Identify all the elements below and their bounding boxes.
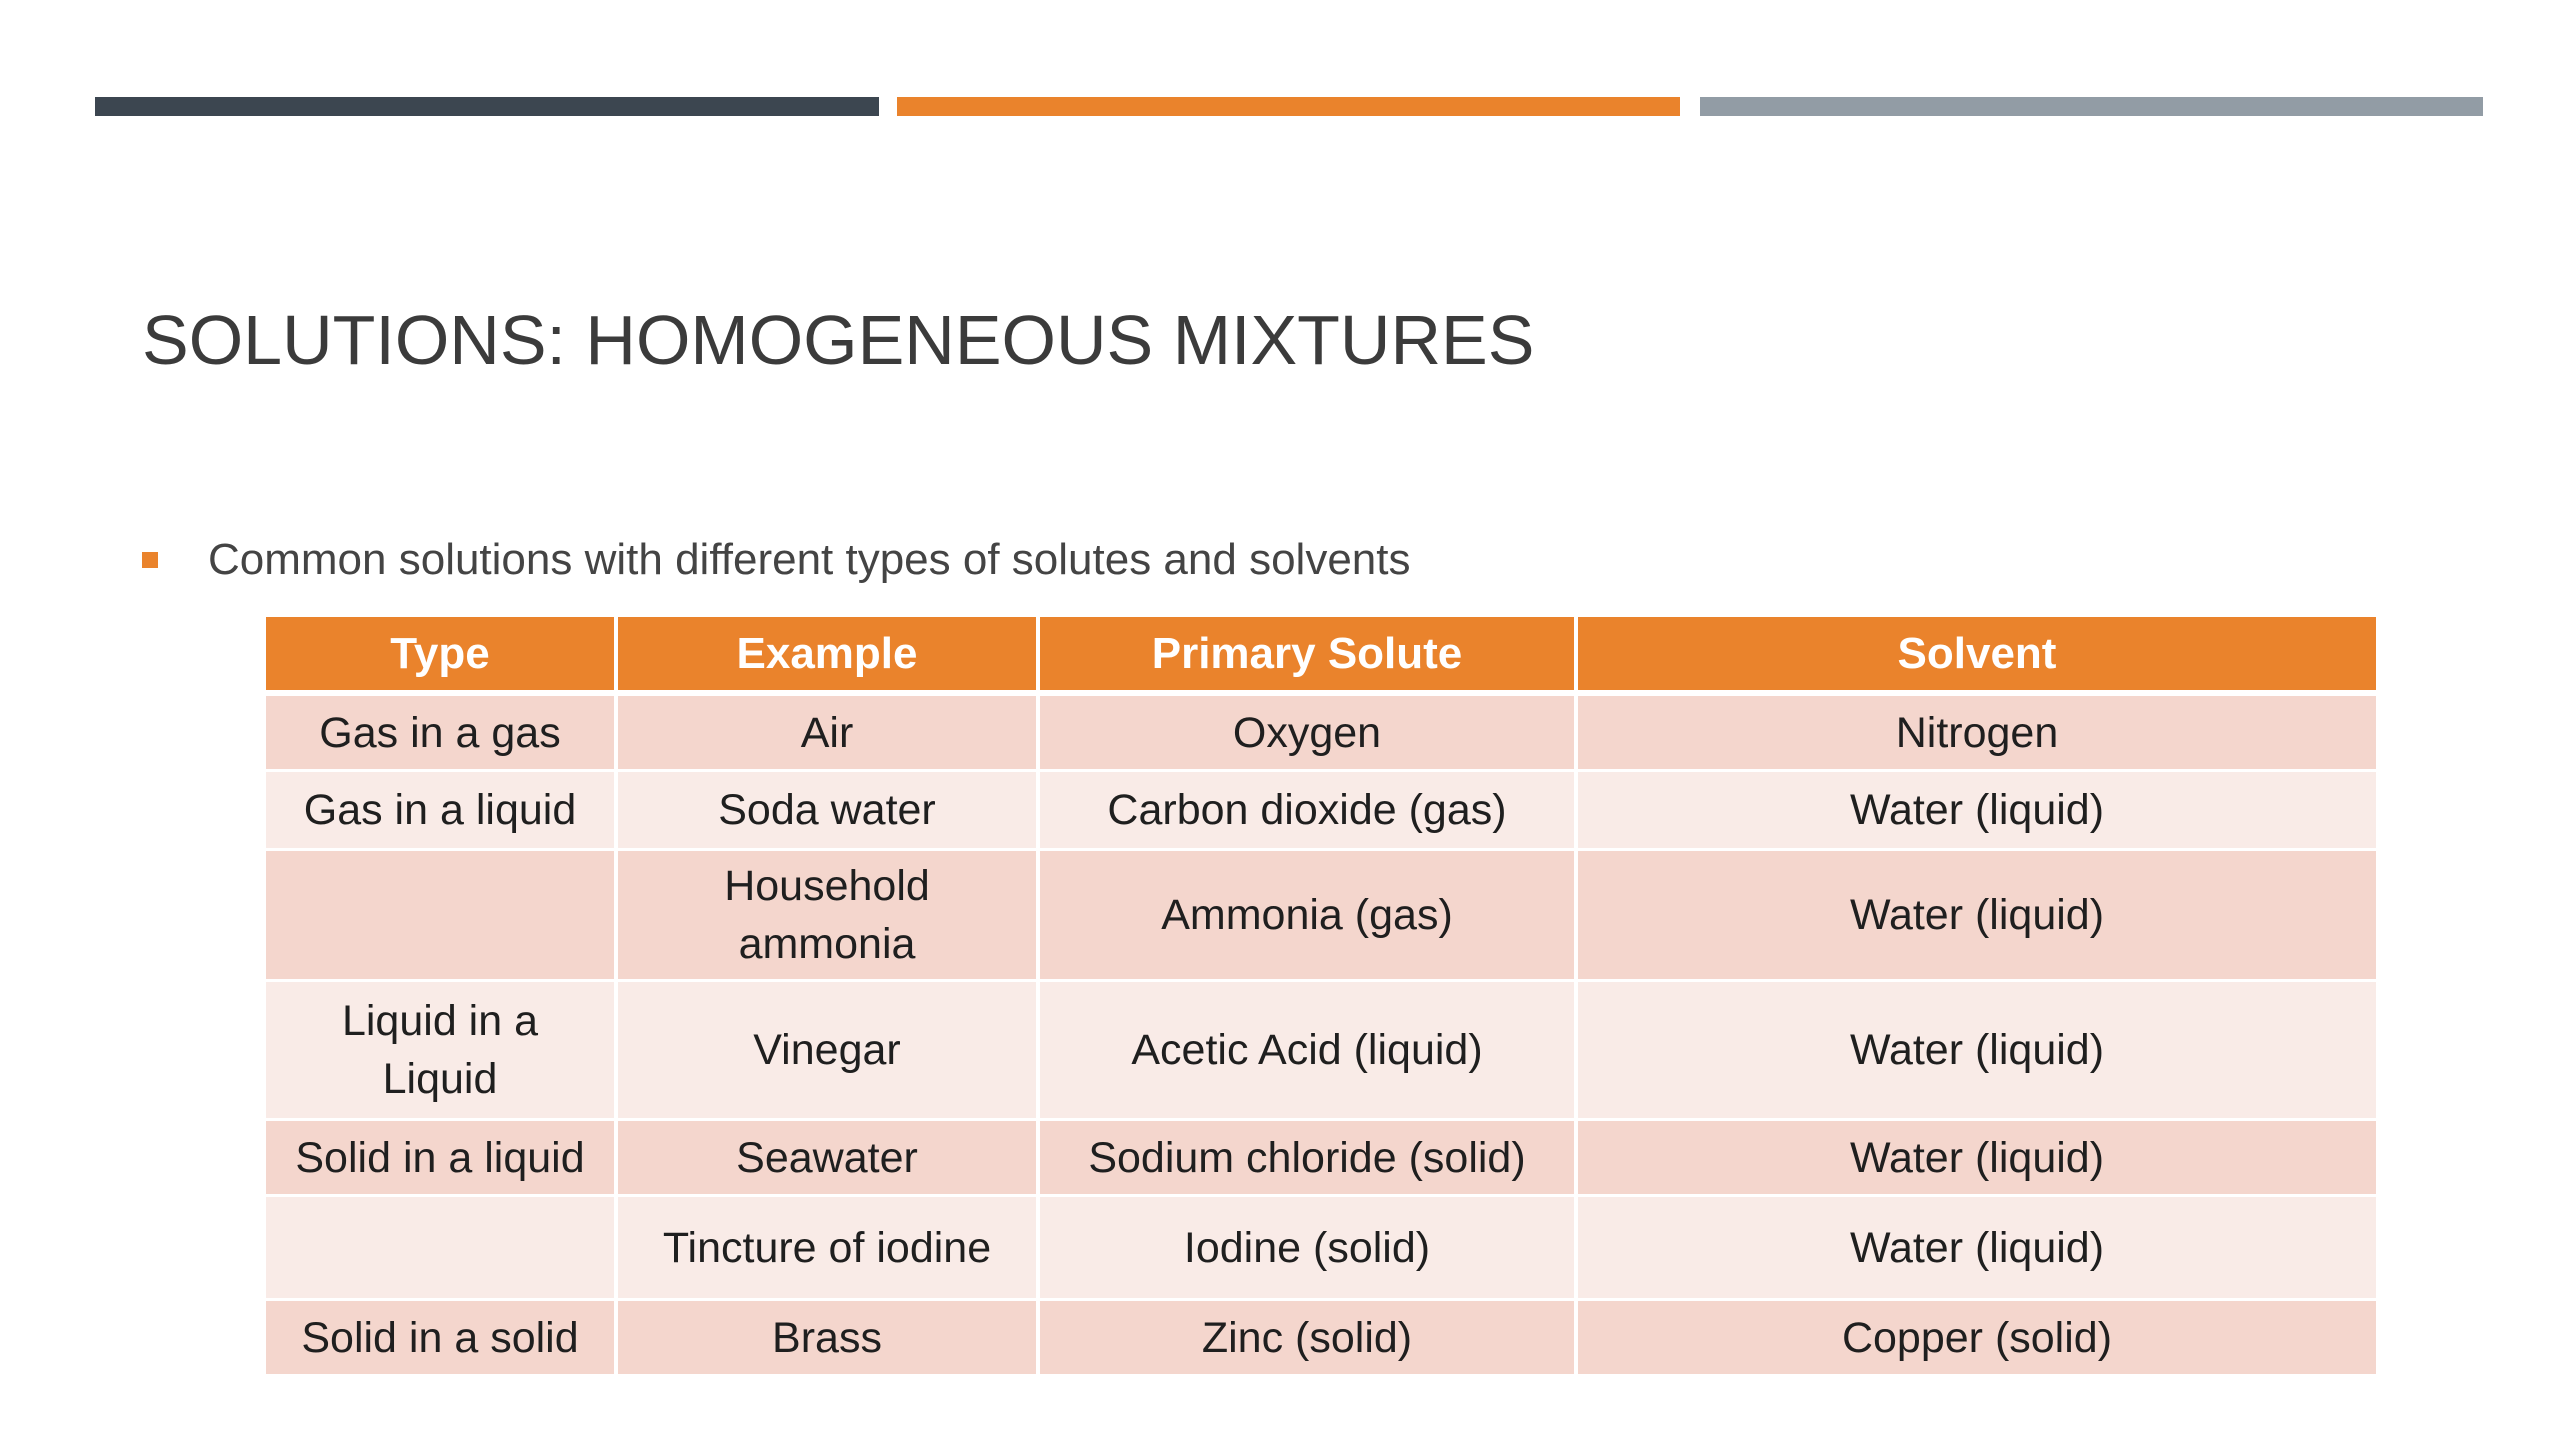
cell-type: Gas in a gas (266, 693, 616, 771)
cell-solvent: Nitrogen (1576, 693, 2376, 771)
top-bar-gray (1700, 97, 2483, 116)
cell-primary-solute: Sodium chloride (solid) (1038, 1120, 1576, 1196)
cell-primary-solute: Oxygen (1038, 693, 1576, 771)
cell-type: Gas in a liquid (266, 771, 616, 850)
header-type: Type (266, 617, 616, 693)
header-primary-solute: Primary Solute (1038, 617, 1576, 693)
cell-solvent: Water (liquid) (1576, 850, 2376, 981)
cell-example: Seawater (616, 1120, 1038, 1196)
table-row (266, 1120, 2376, 1196)
cell-primary-solute: Ammonia (gas) (1038, 850, 1576, 981)
cell-primary-solute: Iodine (solid) (1038, 1196, 1576, 1300)
table-row (266, 1196, 2376, 1300)
cell-solvent: Copper (solid) (1576, 1300, 2376, 1376)
top-bar-orange (897, 97, 1680, 116)
top-bar-dark (95, 97, 879, 116)
cell-primary-solute: Acetic Acid (liquid) (1038, 981, 1576, 1120)
table-row (266, 693, 2376, 771)
header-example: Example (616, 617, 1038, 693)
cell-example: Household ammonia (616, 850, 1038, 981)
table-row (266, 771, 2376, 850)
cell-solvent: Water (liquid) (1576, 771, 2376, 850)
cell-solvent: Water (liquid) (1576, 981, 2376, 1120)
cell-primary-solute: Carbon dioxide (gas) (1038, 771, 1576, 850)
solutions-table (266, 617, 2376, 1377)
cell-example: Brass (616, 1300, 1038, 1376)
table-row (266, 850, 2376, 981)
header-solvent: Solvent (1576, 617, 2376, 693)
cell-solvent: Water (liquid) (1576, 1196, 2376, 1300)
slide-title: SOLUTIONS: HOMOGENEOUS MIXTURES (142, 301, 1535, 379)
cell-type (266, 1196, 616, 1300)
cell-primary-solute: Zinc (solid) (1038, 1300, 1576, 1376)
cell-solvent: Water (liquid) (1576, 1120, 2376, 1196)
bullet-text: Common solutions with different types of solutes and solvents (208, 535, 1411, 584)
cell-example: Air (616, 693, 1038, 771)
table-row (266, 981, 2376, 1120)
table-row (266, 1300, 2376, 1376)
cell-example: Vinegar (616, 981, 1038, 1120)
cell-type (266, 850, 616, 981)
cell-type: Solid in a solid (266, 1300, 616, 1376)
table-header-row (266, 617, 2376, 693)
cell-type: Solid in a liquid (266, 1120, 616, 1196)
bullet-item (142, 530, 1410, 590)
cell-example: Soda water (616, 771, 1038, 850)
cell-example: Tincture of iodine (616, 1196, 1038, 1300)
square-bullet-icon (142, 552, 158, 568)
cell-type: Liquid in a Liquid (266, 981, 616, 1120)
